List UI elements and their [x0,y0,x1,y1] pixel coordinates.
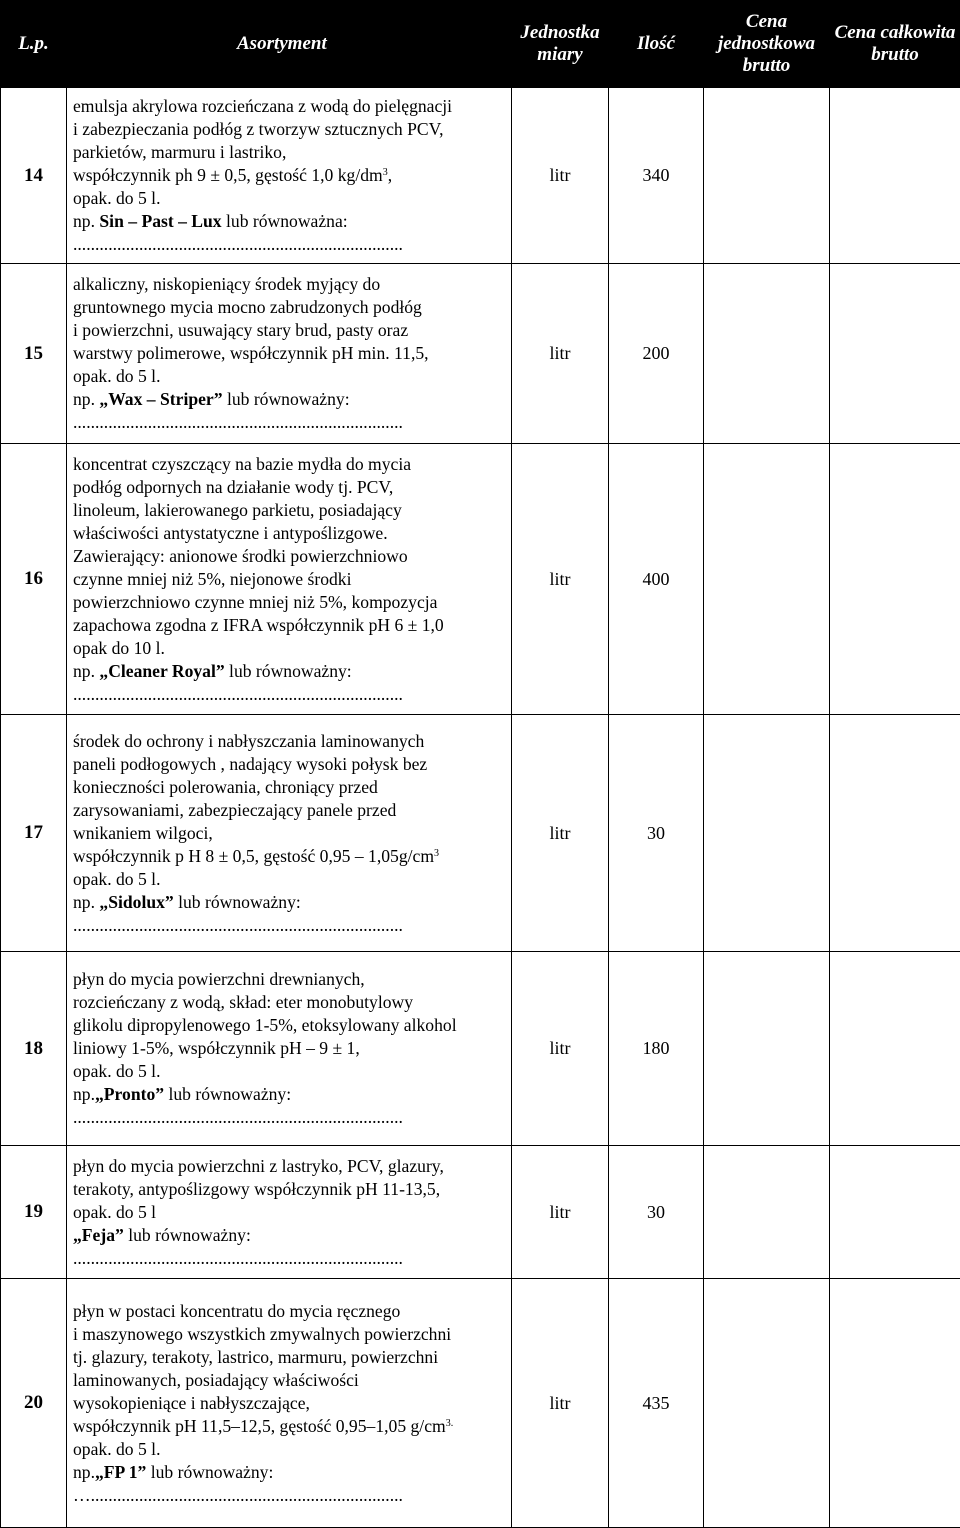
desc-line: gruntownego mycia mocno zabrudzonych podłóg [73,296,505,319]
header-unit: Jednostka miary [512,1,609,88]
row-number: 16 [1,444,67,715]
row-number: 14 [1,88,67,264]
row-unit: litr [512,444,609,715]
row-quantity: 400 [609,444,704,715]
row-description [67,715,512,952]
desc-dots: ........................................................................... [73,233,505,256]
header-total-price: Cena całkowita brutto [830,1,960,88]
desc-text: lub równoważna: [222,211,348,231]
desc-line-example [73,1461,505,1484]
desc-line: opak. do 5 l. [73,365,505,388]
desc-line: opak do 10 l. [73,637,505,660]
desc-dots: ........................................................................... [73,1106,505,1129]
row-unit: litr [512,1279,609,1528]
row-quantity: 340 [609,88,704,264]
row-number: 17 [1,715,67,952]
desc-text: lub równoważny: [146,1462,273,1482]
product-name: „Wax – Striper” [99,389,222,409]
unit-price-cell[interactable] [704,88,830,264]
desc-line: i zabezpieczania podłóg z tworzyw sztucznych PCV, [73,118,505,141]
row-description [67,1279,512,1528]
desc-line: opak. do 5 l. [73,1438,505,1461]
table-row [1,952,960,1146]
desc-line: warstwy polimerowe, współczynnik pH min. 11,5, [73,342,505,365]
total-price-cell[interactable] [830,264,960,444]
total-price-cell[interactable] [830,88,960,264]
desc-text: np. [73,1084,95,1104]
desc-text: np. [73,389,99,409]
row-number: 20 [1,1279,67,1528]
unit-price-cell[interactable] [704,715,830,952]
row-quantity: 30 [609,1146,704,1279]
desc-dots: …....................................................................... [73,1484,505,1507]
table-row [1,715,960,952]
desc-line: rozcieńczany z wodą, skład: eter monobutylowy [73,991,505,1014]
desc-line: opak. do 5 l. [73,868,505,891]
desc-line-example [73,1083,505,1106]
desc-text: np. [73,1462,95,1482]
desc-line: glikolu dipropylenowego 1-5%, etoksylowany alkohol [73,1014,505,1037]
row-description [67,88,512,264]
desc-text: lub równoważny: [124,1225,251,1245]
header-assortment: Asortyment [67,1,512,88]
product-name: „Pronto” [95,1084,164,1104]
product-name: „Sidolux” [99,892,173,912]
desc-dots: ........................................................................... [73,1247,505,1270]
desc-line: wysokopieniące i nabłyszczające, [73,1392,505,1415]
desc-line-with-sup [73,164,505,187]
desc-line: parkietów, marmuru i lastriko, [73,141,505,164]
desc-line: liniowy 1-5%, współczynnik pH – 9 ± 1, [73,1037,505,1060]
desc-line: opak. do 5 l. [73,187,505,210]
desc-line: zapachowa zgodna z IFRA współczynnik pH 6 ± 1,0 [73,614,505,637]
desc-line: podłóg odpornych na działanie wody tj. PCV, [73,476,505,499]
desc-text: , [388,165,392,185]
desc-text: np. [73,661,99,681]
row-quantity: 200 [609,264,704,444]
header-lp: L.p. [1,1,67,88]
desc-line: koncentrat czyszczący na bazie mydła do mycia [73,453,505,476]
desc-line: płyn do mycia powierzchni drewnianych, [73,968,505,991]
total-price-cell[interactable] [830,1279,960,1528]
desc-text: lub równoważny: [174,892,301,912]
desc-dots: ........................................................................... [73,914,505,937]
unit-price-cell[interactable] [704,444,830,715]
row-description [67,444,512,715]
product-name: „FP 1” [95,1462,146,1482]
row-number: 18 [1,952,67,1146]
superscript: 3 [434,848,439,859]
desc-line: tj. glazury, terakoty, lastrico, marmuru, powierzchni [73,1346,505,1369]
desc-line: zarysowaniami, zabezpieczający panele przed [73,799,505,822]
desc-line: terakoty, antypoślizgowy współczynnik pH 11-13,5, [73,1178,505,1201]
desc-line: czynne mniej niż 5%, niejonowe środki [73,568,505,591]
row-description [67,1146,512,1279]
row-unit: litr [512,264,609,444]
desc-text: współczynnik pH 11,5–12,5, gęstość 0,95–1,05 g/cm [73,1416,446,1436]
desc-line: linoleum, lakierowanego parkietu, posiadający [73,499,505,522]
row-quantity: 30 [609,715,704,952]
desc-line-with-sup [73,845,505,868]
desc-line-example [73,210,505,233]
superscript: 3. [446,1418,454,1429]
desc-line-with-sup [73,1415,505,1438]
desc-text: współczynnik p H 8 ± 0,5, gęstość 0,95 – 1,05g/cm [73,846,434,866]
row-description [67,264,512,444]
unit-price-cell[interactable] [704,264,830,444]
desc-text: np. [73,892,99,912]
row-number: 19 [1,1146,67,1279]
table-row [1,444,960,715]
total-price-cell[interactable] [830,1146,960,1279]
desc-text: lub równoważny: [164,1084,291,1104]
table-row [1,264,960,444]
desc-dots: ........................................................................... [73,683,505,706]
desc-line-example [73,1224,505,1247]
desc-line: konieczności polerowania, chroniący przed [73,776,505,799]
row-unit: litr [512,1146,609,1279]
desc-text: np. [73,211,99,231]
desc-dots: ........................................................................... [73,411,505,434]
unit-price-cell[interactable] [704,1279,830,1528]
desc-line: i maszynowego wszystkich zmywalnych powierzchni [73,1323,505,1346]
desc-line: wnikaniem wilgoci, [73,822,505,845]
desc-line: alkaliczny, niskopieniący środek myjący do [73,273,505,296]
desc-text: współczynnik ph 9 ± 0,5, gęstość 1,0 kg/dm [73,165,383,185]
row-unit: litr [512,88,609,264]
desc-line: opak. do 5 l. [73,1060,505,1083]
desc-line: właściwości antystatyczne i antypoślizgowe. [73,522,505,545]
product-name: „Cleaner Royal” [99,661,224,681]
desc-line: i powierzchni, usuwający stary brud, pasty oraz [73,319,505,342]
desc-line: płyn do mycia powierzchni z lastryko, PCV, glazury, [73,1155,505,1178]
row-quantity: 180 [609,952,704,1146]
header-quantity: Ilość [609,1,704,88]
row-unit: litr [512,715,609,952]
desc-line: paneli podłogowych , nadający wysoki połysk bez [73,753,505,776]
desc-line: Zawierający: anionowe środki powierzchniowo [73,545,505,568]
unit-price-cell[interactable] [704,1146,830,1279]
unit-price-cell[interactable] [704,952,830,1146]
superscript: 3 [383,167,388,178]
row-description [67,952,512,1146]
desc-text: lub równoważny: [225,661,352,681]
desc-line-example [73,660,505,683]
row-unit: litr [512,952,609,1146]
row-number: 15 [1,264,67,444]
table-row [1,1146,960,1279]
desc-line: środek do ochrony i nabłyszczania laminowanych [73,730,505,753]
table-row [1,88,960,264]
row-quantity: 435 [609,1279,704,1528]
table-row [1,1279,960,1528]
desc-line: laminowanych, posiadający właściwości [73,1369,505,1392]
total-price-cell[interactable] [830,444,960,715]
desc-line: opak. do 5 l [73,1201,505,1224]
desc-line: emulsja akrylowa rozcieńczana z wodą do pielęgnacji [73,95,505,118]
desc-line-example [73,388,505,411]
desc-line: powierzchniowo czynne mniej niż 5%, kompozycja [73,591,505,614]
header-unit-price: Cena jednostkowa brutto [704,1,830,88]
product-name: „Feja” [73,1225,124,1245]
total-price-cell[interactable] [830,952,960,1146]
total-price-cell[interactable] [830,715,960,952]
desc-text: lub równoważny: [223,389,350,409]
desc-line-example [73,891,505,914]
table-header-row [1,1,960,88]
desc-line: płyn w postaci koncentratu do mycia ręcznego [73,1300,505,1323]
product-name: Sin – Past – Lux [99,211,221,231]
